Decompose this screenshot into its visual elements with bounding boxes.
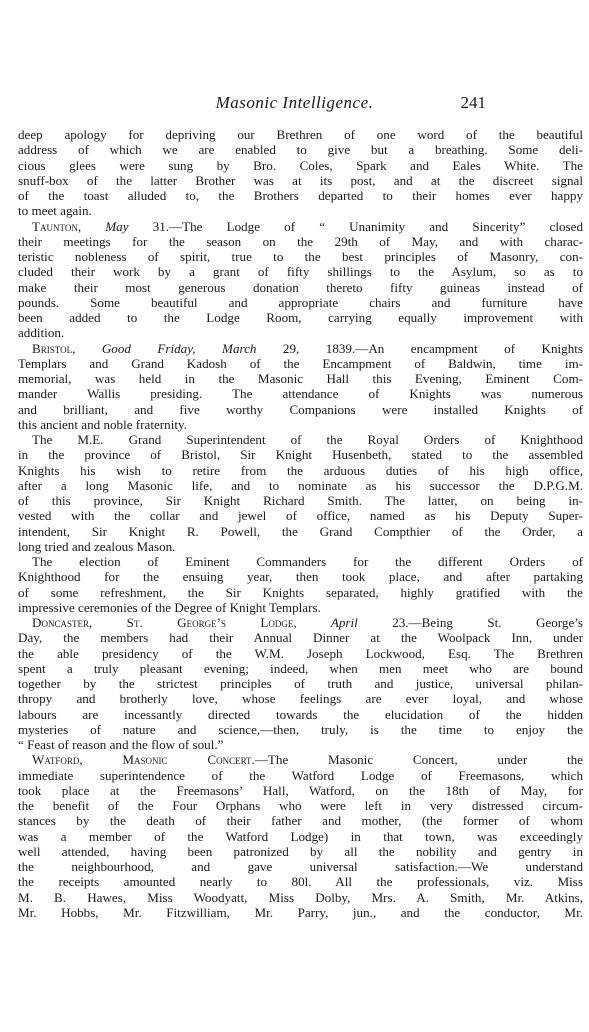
text-line: the benefit of the Four Orphans who were left in very distressed circum- <box>18 798 583 813</box>
text-line: together by the strictest principles of truth and justice, universal philan- <box>18 676 583 691</box>
text-line: cluded their work by a grant of fifty shillings to the Asylum, so as to <box>18 264 583 280</box>
text-line: memorial, was held in the Masonic Hall this Evening, Eminent Com- <box>18 371 583 386</box>
text-line: deep apology for depriving our Brethren of one word of the beautiful <box>18 127 583 142</box>
paragraph-superintendent <box>18 432 583 554</box>
date-italic: Good Friday, March <box>75 340 257 356</box>
text-line: after a long Masonic life, and to nominate as his successor the D.P.G.M. <box>18 477 583 493</box>
text-line: of this province, Sir Knight Richard Smith. The latter, on being in- <box>18 493 583 508</box>
text-line: their meetings for the season on the 29th of May, and with charac- <box>18 233 583 249</box>
place-heading: Doncaster, St. George’s Lodge, <box>32 615 297 630</box>
paragraph-election <box>18 554 583 615</box>
text-line: Knights his wish to retire from the arduous duties of his high office, <box>18 462 583 478</box>
text-line: The M.E. Grand Superintendent of the Royal Orders of Knighthood <box>32 432 583 447</box>
text-line: thropy and brotherly love, whose feelings are ever loyal, and whose <box>18 691 583 707</box>
text-line: Templars and Grand Kadosh of the Encampment of Baldwin, time im- <box>18 355 583 371</box>
text-line: of the toast alluded to, the Brothers departed to their homes ever happy <box>18 188 583 203</box>
place-heading: Bristol, <box>32 340 76 356</box>
text-line: teristic nobleness of spirit, true to the best principles of Masonry, con- <box>18 249 583 264</box>
place-heading: Taunton, <box>32 218 82 234</box>
text-line: mysteries of nature and science,—then, truly, is the time to enjoy the <box>18 721 583 737</box>
text-line: The election of Eminent Commanders for the different Orders of <box>32 554 583 569</box>
text-line: Day, the members had their Annual Dinner at the Woolpack Inn, under <box>18 630 583 646</box>
paragraph-bristol <box>18 341 583 433</box>
text-line: in the province of Bristol, Sir Knight Husenbeth, stated to the assembled <box>18 447 583 463</box>
text-line: make their most generous donation thereto fifty guineas instead of <box>18 279 583 295</box>
paragraph-watford <box>18 752 583 920</box>
text-line <box>18 341 583 356</box>
text-line <box>18 615 583 630</box>
text-run: 29, 1839.—An encampment of Knights <box>256 340 583 356</box>
text-line: vested with the collar and jewel of office, named as his Deputy Super- <box>18 508 583 524</box>
text-line <box>18 752 583 767</box>
running-head <box>0 93 589 117</box>
text-line: snuff-box of the latter Brother was at its post, and at the discreet signal <box>18 172 583 188</box>
text-line: long tried and zealous Mason. <box>18 538 176 554</box>
running-title: Masonic Intelligence. <box>215 93 374 112</box>
date-italic: May <box>81 218 129 234</box>
text-line: cious glees were sung by Bro. Coles, Spark and Eales White. The <box>18 157 583 173</box>
text-line: Knighthood for the ensuing year, then took place, and after partaking <box>18 569 583 585</box>
paragraph-doncaster <box>18 615 583 752</box>
text-line: stances by the death of their father and mother, (the former of whom <box>18 813 583 829</box>
page-number: 241 <box>460 93 486 112</box>
text-line: impressive ceremonies of the Degree of Knight Templars. <box>18 599 321 615</box>
text-line: took place at the Freemasons’ Hall, Watford, on the 18th of May, for <box>18 782 583 798</box>
paragraph-continuation <box>18 127 583 219</box>
text-line: to meet again. <box>18 203 92 219</box>
text-line <box>18 219 583 234</box>
text-line: mander Wallis presiding. The attendance of Knights was numerous <box>18 386 583 402</box>
text-line: immediate superintendence of the Watford Lodge of Freemasons, which <box>18 767 583 783</box>
text-line: intendent, Sir Knight R. Powell, the Grand Compthier of the Order, a <box>18 523 583 539</box>
text-line: of some refreshment, the Sir Knights separated, highly gratified with the <box>18 584 583 600</box>
text-line: addition. <box>18 325 65 341</box>
text-line: M. B. Hawes, Miss Woodyatt, Miss Dolby, Mrs. A. Smith, Mr. Atkins, <box>18 889 583 905</box>
text-line: the receipts amounted nearly to 80l. All the professionals, viz. Miss <box>18 874 583 890</box>
text-line: the able presidency of the W.M. Joseph Lockwood, Esq. The Brethren <box>18 645 583 661</box>
text-line: spent a truly pleasant evening; indeed, when men meet who are bound <box>18 660 583 676</box>
text-line: labours are incessantly directed towards the elucidation of the hidden <box>18 706 583 722</box>
text-line: been added to the Lodge Room, carrying equally improvement with <box>18 310 583 325</box>
paragraph-taunton <box>18 219 583 341</box>
text-run: —The Masonic Concert, under the <box>254 752 583 768</box>
text-line: address of which we are enabled to give but a breathing. Some deli- <box>18 142 583 158</box>
text-line: and brilliant, and five worthy Companions were installed Knights of <box>18 401 583 417</box>
text-line: this ancient and noble fraternity. <box>18 416 187 432</box>
text-run: 23.—Being St. George’s <box>357 615 583 630</box>
article-body <box>18 127 583 920</box>
text-line: pounds. Some beautiful and appropriate chairs and furniture have <box>18 294 583 310</box>
text-line: “ Feast of reason and the flow of soul.” <box>18 737 224 752</box>
text-line: Mr. Hobbs, Mr. Fitzwilliam, Mr. Parry, jun., and the conductor, Mr. <box>18 904 583 920</box>
text-line: well attended, having been patronized by all the nobility and gentry in <box>18 843 583 859</box>
place-heading: Watford, Masonic Concert. <box>32 752 255 768</box>
text-line: the neighbourhood, and gave universal satisfaction.—We understand <box>18 859 583 874</box>
text-run: 31.—The Lodge of “ Unanimity and Sincerity” closed <box>128 218 583 234</box>
text-line: was a member of the Watford Lodge) in that town, was exceedingly <box>18 828 583 844</box>
date-italic: April <box>296 615 358 630</box>
